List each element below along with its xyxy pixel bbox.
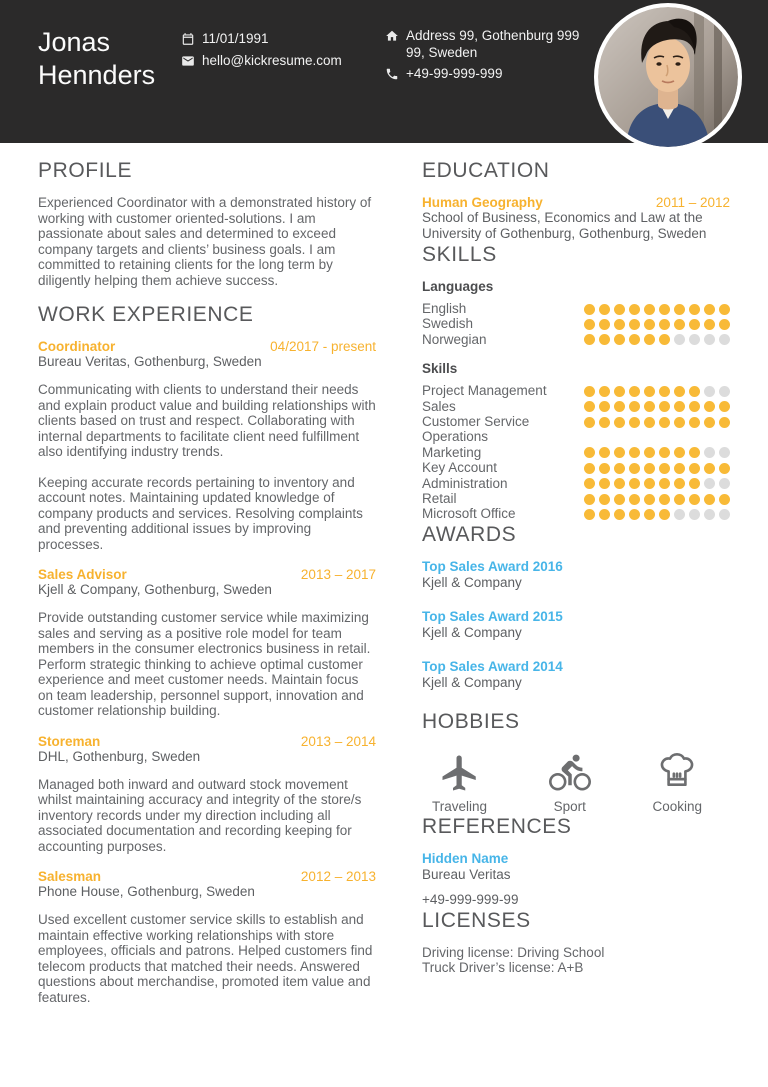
- license-line: Truck Driver’s license: A+B: [422, 960, 584, 976]
- job-entry: [38, 339, 376, 552]
- skill-level-dots: [584, 334, 730, 345]
- award-org: Kjell & Company: [422, 674, 522, 690]
- phone-value: +49-99-999-999: [406, 66, 503, 81]
- skill-row: [422, 506, 730, 521]
- skill-row: [422, 491, 730, 506]
- skill-level-dots: [584, 494, 730, 505]
- hobby-label: Traveling: [432, 798, 488, 814]
- cyclist-icon: [549, 752, 591, 794]
- skill-level-dots: [584, 478, 730, 489]
- skill-name: Marketing: [422, 444, 482, 460]
- job-description: Used excellent customer service skills to establish and maintain effective working relationships with store employees, officials and patrons. Helped customers find telecom products that matched their needs. Answered questions about merchandise, promoted item value and features.: [38, 912, 373, 1005]
- phone-row: [385, 66, 579, 83]
- job-company: DHL, Gothenburg, Sweden: [38, 748, 201, 764]
- skill-level-dots: [584, 447, 730, 458]
- address-line-1: Address 99, Gothenburg 999: [406, 28, 580, 43]
- skill-row: [422, 414, 730, 445]
- awards-heading: AWARDS: [422, 522, 517, 546]
- job-company: Kjell & Company, Gothenburg, Sweden: [38, 582, 272, 597]
- award-entry: [422, 559, 730, 591]
- job-entry-head: [38, 869, 376, 884]
- reference-phone: +49-999-999-99: [422, 891, 519, 907]
- work-experience-heading: WORK EXPERIENCE: [38, 303, 254, 326]
- skill-name: Norwegian: [422, 331, 487, 347]
- license-line: Driving license: Driving School: [422, 944, 605, 960]
- education-entry-head: [422, 195, 730, 210]
- job-title: Sales Advisor: [38, 567, 127, 582]
- home-icon: [385, 29, 399, 43]
- skill-name: Swedish: [422, 316, 474, 332]
- job-entry-head: [38, 734, 376, 749]
- skill-level-dots: [584, 304, 730, 315]
- skill-name: Microsoft Office: [422, 506, 516, 522]
- award-title: Top Sales Award 2014: [422, 658, 563, 674]
- job-title: Storeman: [38, 733, 101, 749]
- education-entry: [422, 195, 730, 242]
- header: [0, 0, 768, 143]
- skill-name: Administration: [422, 475, 508, 491]
- skill-level-dots: [584, 509, 730, 520]
- skill-row: [422, 445, 730, 460]
- profile-text: Experienced Coordinator with a demonstrated history of working with customer oriented-solutions. I am passionate about sales and determined to exceed company targets and clients’ business goals. I am committed to retaining clients for the long term by diligently helping them achieve success.: [38, 195, 372, 288]
- job-title: Coordinator: [38, 339, 116, 354]
- job-entry: [38, 567, 376, 719]
- job-title: Salesman: [38, 869, 102, 884]
- right-column: [422, 158, 730, 1005]
- job-entry-head: [38, 339, 376, 354]
- hobbies-row: [422, 746, 712, 814]
- skill-level-dots: [584, 386, 730, 397]
- award-entry: [422, 659, 730, 691]
- award-entry: [422, 609, 730, 641]
- skill-level-dots: [584, 319, 730, 330]
- hobby-sport: [549, 752, 591, 814]
- skill-row: [422, 301, 730, 316]
- education-heading: EDUCATION: [422, 159, 550, 182]
- person-name-last: Hennders: [38, 60, 156, 90]
- hobby-label: Cooking: [652, 798, 702, 814]
- award-title: Top Sales Award 2016: [422, 558, 563, 574]
- education-school: School of Business, Economics and Law at the University of Gothenburg, Gothenburg, Sweden: [422, 210, 707, 241]
- skill-group-label: Languages: [422, 279, 494, 294]
- contact-column-2: [385, 28, 579, 88]
- job-company: Bureau Veritas, Gothenburg, Sweden: [38, 354, 262, 369]
- email-value[interactable]: hello@kickresume.com: [202, 52, 342, 68]
- mail-icon: [181, 54, 195, 68]
- reference-name: Hidden Name: [422, 850, 509, 866]
- hobby-label: Sport: [553, 798, 586, 814]
- job-company: Phone House, Gothenburg, Sweden: [38, 884, 255, 899]
- skill-row: [422, 383, 730, 398]
- skill-row: [422, 476, 730, 491]
- job-description: Managed both inward and outward stock movement whilst maintaining accuracy and integrity of the store/s inventory records under my direction including all associated documentation and recording keeping for accounting purposes.: [38, 776, 362, 854]
- job-dates: 2013 – 2017: [300, 567, 376, 582]
- skill-level-dots: [584, 417, 730, 428]
- contact-column-1: [181, 31, 342, 74]
- skill-name: Project Management: [422, 383, 547, 399]
- skill-name: Retail: [422, 491, 457, 507]
- left-column: [38, 158, 376, 1005]
- hobbies-heading: HOBBIES: [422, 709, 520, 733]
- job-description: Provide outstanding customer service while maximizing sales and serving as a positive role model for team members in the consumer electronics business in retail. Perform strategic thinking to achieve optimal customer experience and meet customer needs. Maintain focus on team leadership, personnel support, innovation and customer relationship building.: [38, 610, 371, 718]
- airplane-icon: [439, 752, 481, 794]
- job-entry: [38, 869, 376, 1005]
- skill-name: Key Account: [422, 460, 498, 476]
- education-dates: 2011 – 2012: [655, 195, 730, 210]
- job-description: Keeping accurate records pertaining to inventory and account notes. Maintaining updated knowledge of company products and services. Resolving complaints and preventing additional issues by improving processes.: [38, 474, 363, 552]
- reference-entry: [422, 851, 730, 908]
- job-dates: 2012 – 2013: [300, 869, 376, 884]
- skill-row: [422, 460, 730, 475]
- main-content: [0, 143, 768, 1005]
- job-dates: 2013 – 2014: [300, 733, 376, 749]
- address-line-2: 99, Sweden: [406, 44, 478, 60]
- profile-heading: PROFILE: [38, 159, 133, 182]
- profile-photo: [594, 3, 742, 151]
- award-org: Kjell & Company: [422, 574, 522, 590]
- skill-name: Customer Service Operations: [422, 414, 530, 445]
- address-value: [406, 28, 579, 61]
- chef-hat-icon: [656, 752, 698, 794]
- address-row: [385, 28, 579, 61]
- references-heading: REFERENCES: [422, 814, 572, 838]
- skill-group-label: Skills: [422, 361, 458, 377]
- job-entry: [38, 734, 376, 855]
- award-title: Top Sales Award 2015: [422, 608, 563, 624]
- award-org: Kjell & Company: [422, 624, 522, 640]
- person-name-first: Jonas: [38, 27, 111, 57]
- skill-level-dots: [584, 401, 730, 412]
- phone-icon: [385, 67, 399, 81]
- licenses-list: [422, 945, 730, 976]
- hobby-traveling: [432, 752, 487, 814]
- skill-row: [422, 399, 730, 414]
- calendar-icon: [181, 32, 195, 46]
- birthdate-row: [181, 31, 342, 48]
- email-row: [181, 53, 342, 70]
- skill-name: Sales: [422, 398, 456, 414]
- job-entry-head: [38, 567, 376, 582]
- job-dates: 04/2017 - present: [270, 339, 376, 354]
- birthdate-value: 11/01/1991: [202, 31, 269, 46]
- licenses-heading: LICENSES: [422, 908, 531, 932]
- education-title: Human Geography: [422, 195, 543, 210]
- hobby-cooking: [652, 752, 702, 814]
- skill-row: [422, 316, 730, 331]
- skill-level-dots: [584, 463, 730, 474]
- job-description: Communicating with clients to understand their needs and explain product value and building relationships with clients based on trust and respect. Collaborating with internal departments to facilitate client need fulfillment also identifying industry trends.: [38, 382, 376, 459]
- skill-row: [422, 332, 730, 347]
- person-name: [38, 26, 155, 92]
- skill-name: English: [422, 301, 467, 316]
- skills-heading: SKILLS: [422, 243, 497, 266]
- reference-company: Bureau Veritas: [422, 866, 511, 882]
